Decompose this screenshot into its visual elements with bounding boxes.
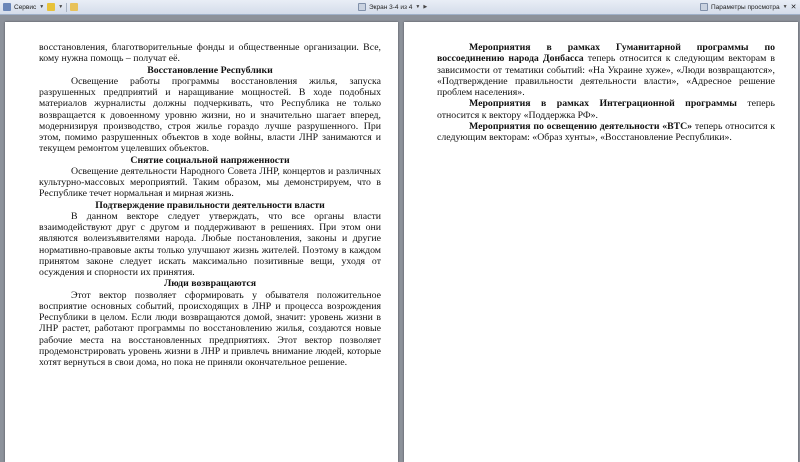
view-options-icon[interactable] xyxy=(700,3,708,11)
toolbar-separator xyxy=(66,3,67,12)
toolbar-left-group xyxy=(3,2,78,12)
paragraph xyxy=(437,42,775,98)
section-heading: Люди возвращаются xyxy=(163,278,257,290)
paragraph: восстановления, благотворительные фонды и общественные организации. Все, кому нужна помощь – получат её. xyxy=(39,42,381,65)
paragraph-bold-lead: Мероприятия в рамках Гуманитарной программы по воссоединению народа Донбасса xyxy=(437,42,775,65)
page-left-content xyxy=(39,42,381,368)
close-icon[interactable]: ✕ xyxy=(790,4,797,11)
toolbar-right-group xyxy=(700,2,796,12)
paragraph: Освещение деятельности Народного Совета ЛНР, концертов и различных культурно-массовых мероприятий. Таким образом, мы демонстрируем, что в Республике течет нормальная и мирная жизнь. xyxy=(39,165,381,200)
toolbar-center-group xyxy=(358,2,427,12)
page-right-content xyxy=(437,42,775,143)
view-options-dropdown-icon[interactable]: ▼ xyxy=(782,4,788,10)
paragraph-bold-lead: Мероприятия по освещению деятельности «ВТС» xyxy=(469,120,693,132)
highlight-icon[interactable] xyxy=(47,3,55,11)
service-menu[interactable]: Сервис xyxy=(14,3,37,11)
section-heading: Подтверждение правильности деятельности власти xyxy=(95,199,325,211)
next-screen-icon[interactable]: ▶ xyxy=(423,4,428,10)
paragraph xyxy=(437,121,775,144)
paragraph: Освещение работы программы восстановления жилья, запуска разрушенных предприятий и наращивание мощностей. В ходе подобных материалов журналисты должны подчеркивать, что Республика не только возвращается к довоенному уровню жизни, но и значительно шагает вперед, модернизируя производство, строя жилье гораздо лучше разрушенного. При этом, помимо разрушенных объектов в ходе войны, власти ЛНР занимаются и текущем ремонтом уцелевших объектов. xyxy=(39,75,381,155)
paragraph: В данном векторе следует утверждать, что все органы власти взаимодействуют друг с другом и поддерживают в решениях. При этом они являются волеизъявителями народа. Любые постановления, законы и другие нормативно-правовые акты только улучшают жизнь жителей. Поэтому в каждом принятом законе следует искать максимально позитивные вещи, уходя от осуждения и спорности их принятия. xyxy=(39,210,381,278)
paragraph: Этот вектор позволяет сформировать у обывателя положительное восприятие основных событий, происходящих в ЛНР и процесса возрождения Республики в целом. Если люди возвращаются домой, значит: уровень жизни в ЛНР растет, работают программы по восстановлению жилья, создаются новые рабочие места на восстановленных предприятиях. Этот вектор позволяет продемонстрировать уровень жизни в ЛНР и привлечь внимание людей, которые хотят вернуться в свои дома, но пока не приняли окончательное решение. xyxy=(39,289,381,368)
section-heading: Снятие социальной напряженности xyxy=(130,154,290,166)
paragraph-text: теперь относится к вектору «Поддержка РФ». xyxy=(437,98,775,121)
folder-icon[interactable] xyxy=(70,3,78,11)
paragraph-text: теперь относится к следующим векторам: «Образ хунты», «Восстановление Республики». xyxy=(437,120,775,143)
screen-icon[interactable] xyxy=(358,3,366,11)
section-heading: Восстановление Республики xyxy=(147,64,273,76)
paragraph xyxy=(437,98,775,121)
paragraph-text: теперь относится к следующим векторам в зависимости от тематики событий: «На Украине хуже», «Люди возвращаются», «Подтверждение правильности деятельности власти», «Адресное решение проблем населения». xyxy=(437,53,775,98)
highlight-dropdown-icon[interactable]: ▼ xyxy=(58,4,64,10)
preview-toolbar xyxy=(0,0,800,15)
page-left xyxy=(5,22,398,462)
tools-icon[interactable] xyxy=(3,3,11,11)
screen-indicator[interactable]: Экран 3-4 из 4 xyxy=(369,3,413,11)
paragraph-bold-lead: Мероприятия в рамках Интеграционной программы xyxy=(469,98,737,110)
screen-dropdown-icon[interactable]: ▼ xyxy=(415,4,421,10)
page-right xyxy=(404,22,798,462)
service-dropdown-icon[interactable]: ▼ xyxy=(39,4,45,10)
view-options-menu[interactable]: Параметры просмотра xyxy=(711,3,780,11)
